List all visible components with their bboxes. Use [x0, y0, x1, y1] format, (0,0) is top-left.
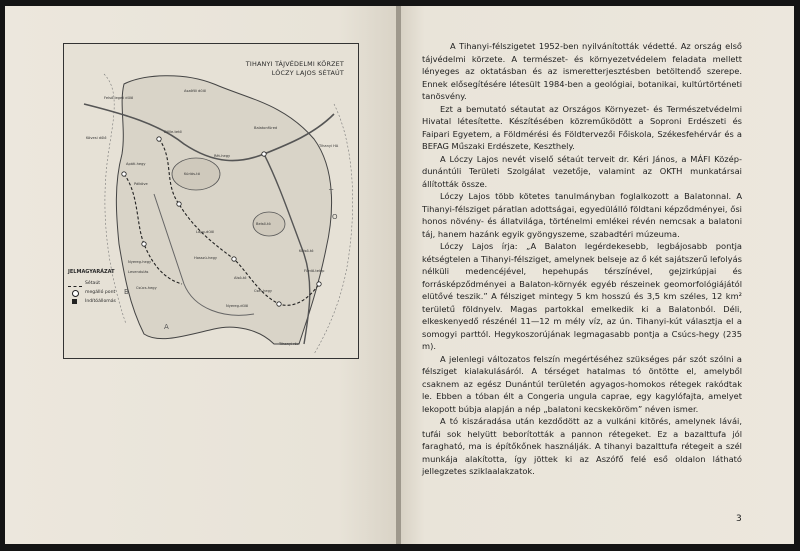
map-label: Nyereg-hegy — [128, 260, 152, 264]
map-label: Felső-legeli dűlő — [104, 96, 134, 100]
trail-line-icon — [68, 286, 82, 287]
paragraph: Lóczy Lajos írja: „A Balaton legérdekesebb, legbájosabb pontja kétségtelen a Tihanyi-félsziget, amelynek belseje az ő két sajátszerű lefolyás nélküli medencéjével, hepehupás térszínével, gejzirkúpjai és forrásképződményei a Balaton-környék egyéb részeinek geomorfológiájától elütővé teszik.” A félsziget mintegy 5 km hosszú és 3,5 km széles, 12 km² területű földnyelv. Magas partokkal emelkedik ki a Balatonból. Déli, elkeskenyedő részénél 11—12 m mély víz, az ún. Tihanyi-kút választja el a somogyi parttól. Hegykoszorújának legmagasabb pontja a Csúcs-hegy (235 m). — [422, 241, 742, 351]
map-label: Csúcs-hegy — [136, 286, 157, 290]
map-label: Nyereg-dűlő — [226, 304, 248, 308]
map-drawing — [64, 44, 358, 358]
legend-label: Indítóállomás — [85, 299, 116, 304]
map-label: Kövesi dűlő — [86, 136, 107, 140]
map-label: Lapo-dűlő — [196, 230, 214, 234]
map-label: Fürdő-telep — [304, 269, 325, 273]
paragraph: A Tihanyi-félszigetet 1952-ben nyilvánították védetté. Az ország első tájvédelmi körzete. A természet- és környezetvédelem feladata mellett lényeges az oktatásban és az ismeretterjesztésben betöltendő szerepe. Ennek elősegítésére létesült 1984-ben a geológiai, botanikai, kultúrtörténeti tanösvény. — [422, 41, 742, 101]
paragraph: Ezt a bemutató sétautat az Országos Környezet- és Természetvédelmi Hivatal létesítette. Készítésében közreműködött a Soproni Erdészeti és Faipari Egyetem, a Földmérési és Földtervezői Főiskola, Székesfehérvár és a BEFAG Műszaki Erdészete, Keszthely. — [422, 103, 742, 151]
trail-map — [63, 43, 359, 359]
paragraph: Lóczy Lajos több kötetes tanulmányban foglalkozott a Balatonnal. A Tihanyi-félsziget páratlan adottságai, egyedülálló földtani képződményei, ősi honos növény- és állatvilága, történelmi emlékei révén nemcsak a balatoni táj, hanem hazánk egyik gyöngyszeme, szabadtéri múzeuma. — [422, 191, 742, 239]
svg-text:T: T — [329, 188, 334, 196]
map-label: Pálköve — [134, 182, 148, 186]
map-legend — [68, 269, 138, 306]
map-title — [124, 60, 344, 78]
map-label: Balatonfüred — [254, 126, 278, 130]
map-label: Tihanyi HA — [319, 144, 339, 148]
map-label: Belső-tó — [256, 222, 271, 226]
legend-label: megálló pont — [85, 290, 116, 295]
start-station-icon — [68, 299, 82, 305]
svg-text:B: B — [124, 288, 129, 296]
legend-row — [68, 279, 138, 288]
map-title-line2: LÓCZY LAJOS SÉTAÚT — [271, 69, 344, 77]
map-label: Cser-hegy — [254, 289, 273, 293]
svg-text:A: A — [164, 323, 169, 331]
map-label: Rét-hegy — [214, 154, 231, 158]
svg-text:O: O — [332, 213, 338, 221]
map-label: Tihanyi rév — [279, 342, 299, 346]
legend-title: JELMAGYARÁZAT — [68, 269, 115, 275]
paragraph: A Lóczy Lajos nevét viselő sétaút terveit dr. Kéri János, a MÁFI Közép-dunántúli Területi Szolgálat vezetője, valamint az OKTH munkatársai állították össze. — [422, 153, 742, 189]
paragraph: A jelenlegi változatos felszín megértéséhez szükséges pár szót szólni a félsziget kialakulásáról. A térséget hatalmas tó öntötte el, amelyből csaknem az egész Dunántúl területén agyagos-homokos rétegek rakódtak le. Ebben a tóban élt a Congeria ungula caprae, egy kagylófajta, amelyet lekopott búbja alapján a nép „balatoni kecskeköröm” néven ismer. — [422, 353, 742, 414]
legend-row — [68, 288, 138, 297]
map-title-line1: TIHANYI TÁJVÉDELMI KÖRZET — [245, 60, 344, 68]
map-label: Alsó-tó — [234, 276, 247, 280]
legend-label: Sétaút — [85, 281, 101, 286]
paragraph: A tó kiszáradása után kezdődött az a vulkáni kitörés, amelynek lávái, tufái sok helyütt beborították a pannon rétegeket. Ez a bazalttufa jól faragható, ma is építőkőnek használják. A tihanyi bazalttufa rétegeit a szél munkája alakította, így jöttek ki az Aszófő felé eső oldalon látható jellegzetes sziklaalakzatok. — [422, 416, 742, 476]
stop-point-icon — [68, 290, 82, 296]
legend-row — [68, 297, 138, 306]
page-number: 3 — [736, 514, 742, 524]
map-label: Kúriás-tó — [184, 172, 200, 176]
map-label: Aszófői dűlő — [184, 89, 206, 93]
map-label: Hosszú-hegy — [194, 256, 218, 260]
map-label: Dőlle-tető — [164, 130, 182, 134]
map-label: Külső-tó — [299, 249, 314, 253]
map-label: Levendulás — [128, 270, 149, 274]
body-text — [422, 40, 742, 478]
map-label: Apáti-hegy — [126, 162, 146, 166]
